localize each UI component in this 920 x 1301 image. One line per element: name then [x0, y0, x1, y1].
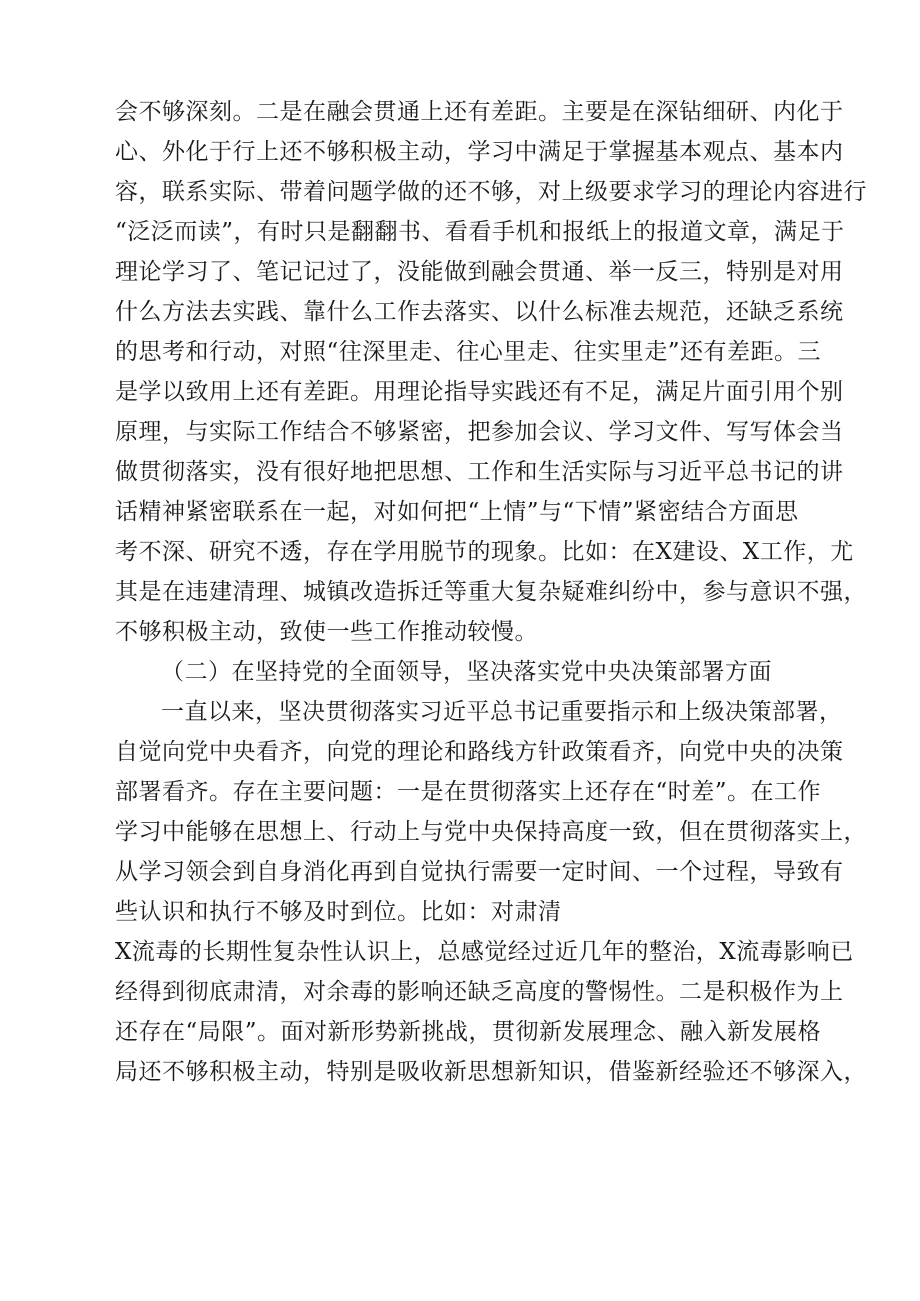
paragraph-line: 做贯彻落实，没有很好地把思想、工作和生活实际与习近平总书记的讲 [115, 459, 844, 485]
paragraph-line: 是学以致用上还有差距。用理论指导实践还有不足，满足片面引用个别 [115, 379, 844, 405]
paragraph-line: 学习中能够在思想上、行动上与党中央保持高度一致，但在贯彻落实上， [115, 819, 867, 845]
paragraph-line: 容，联系实际、带着问题学做的还不够，对上级要求学习的理论内容进行 [115, 179, 867, 205]
paragraph-line: 经得到彻底肃清，对余毒的影响还缺乏高度的警惕性。二是积极作为上 [115, 979, 844, 1005]
paragraph-line: 自觉向党中央看齐，向党的理论和路线方针政策看齐，向党中央的决策 [115, 739, 844, 765]
paragraph-line: 原理，与实际工作结合不够紧密，把参加会议、学习文件、写写体会当 [115, 419, 844, 445]
paragraph-line: 从学习领会到自身消化再到自觉执行需要一定时间、一个过程，导致有 [115, 859, 844, 885]
paragraph-line: 部署看齐。存在主要问题：一是在贯彻落实上还存在“时差”。在工作 [115, 779, 822, 805]
paragraph-line: 考不深、研究不透，存在学用脱节的现象。比如：在X建设、X工作，尤 [115, 539, 854, 565]
paragraph-line: 些认识和执行不够及时到位。比如：对肃清 [115, 899, 562, 925]
paragraph-line: 话精神紧密联系在一起，对如何把“上情”与“下情”紧密结合方面思 [115, 499, 799, 525]
paragraph-line: 局还不够积极主动，特别是吸收新思想新知识，借鉴新经验还不够深入， [115, 1059, 867, 1085]
paragraph-line: “泛泛而读”，有时只是翻翻书、看看手机和报纸上的报道文章，满足于 [115, 219, 845, 245]
paragraph-line: 会不够深刻。二是在融会贯通上还有差距。主要是在深钻细研、内化于 [115, 99, 844, 125]
paragraph-line: 什么方法去实践、靠什么工作去落实、以什么标准去规范，还缺乏系统 [115, 299, 844, 325]
paragraph-line: 一直以来，坚决贯彻落实习近平总书记重要指示和上级决策部署， [161, 699, 843, 725]
section-heading: （二）在坚持党的全面领导，坚决落实党中央决策部署方面 [161, 659, 772, 685]
paragraph-line: 的思考和行动，对照“往深里走、往心里走、往实里走”还有差距。三 [115, 339, 822, 365]
paragraph-line: 不够积极主动，致使一些工作推动较慢。 [115, 619, 538, 645]
paragraph-line: 还存在“局限”。面对新形势新挑战，贯彻新发展理念、融入新发展格 [115, 1019, 822, 1045]
paragraph-line: X流毒的长期性复杂性认识上，总感觉经过近几年的整治，X流毒影响已 [115, 939, 854, 965]
paragraph-line: 其是在违建清理、城镇改造拆迁等重大复杂疑难纠纷中，参与意识不强， [115, 579, 867, 605]
paragraph-line: 理论学习了、笔记记过了，没能做到融会贯通、举一反三，特别是对用 [115, 259, 844, 285]
paragraph-line: 心、外化于行上还不够积极主动，学习中满足于掌握基本观点、基本内 [115, 139, 844, 165]
